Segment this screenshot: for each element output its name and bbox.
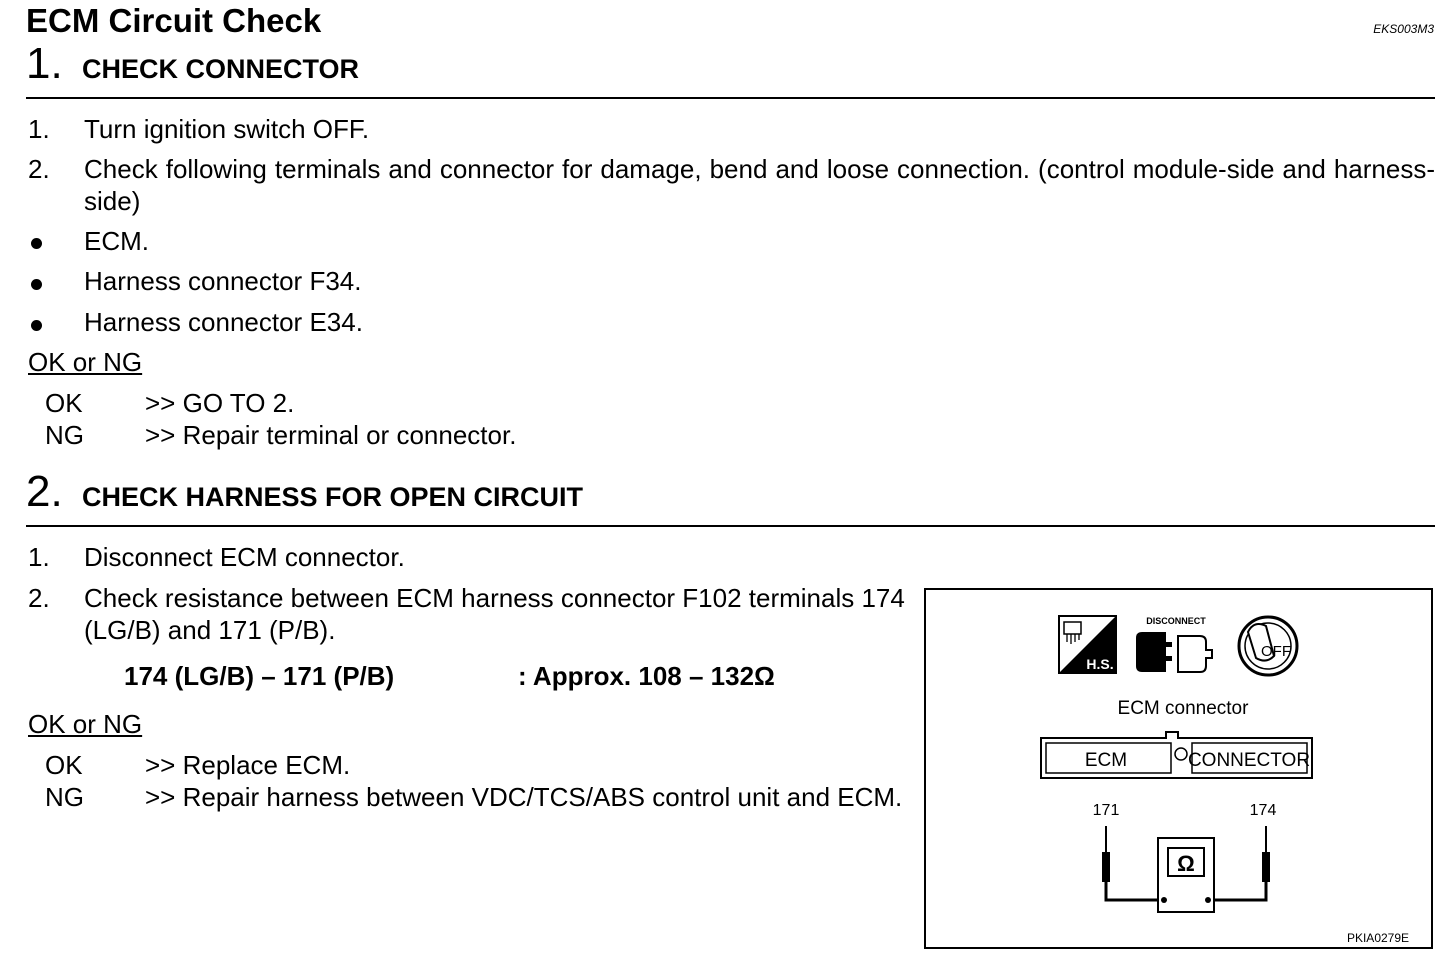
section-2-number: 2. <box>26 467 63 516</box>
spec-value: : Approx. 108 – 132Ω <box>518 661 775 691</box>
section-1-rule <box>26 97 1435 99</box>
step-number: 2. <box>28 154 50 184</box>
section-2-rule <box>26 525 1435 527</box>
probe-right <box>1210 826 1270 900</box>
document-code: EKS003M3 <box>1373 22 1434 36</box>
section-1-number: 1. <box>26 39 63 88</box>
bullet <box>31 238 42 249</box>
section-1-title: CHECK CONNECTOR <box>82 54 360 84</box>
section-2-title: CHECK HARNESS FOR OPEN CIRCUIT <box>82 482 584 512</box>
hs-icon <box>1059 616 1116 673</box>
ignition-off-icon <box>1239 617 1297 675</box>
section-1-ok-status: OK <box>45 388 83 418</box>
section-1-step-1: Turn ignition switch OFF. <box>84 114 370 144</box>
connector-left-label: ECM <box>1084 750 1128 771</box>
ohmmeter-icon <box>1158 838 1214 912</box>
probe-left <box>1102 826 1162 900</box>
terminal-right-label: 174 <box>1249 802 1277 819</box>
figure-code: PKIA0279E <box>1346 931 1410 945</box>
meter-symbol: Ω <box>1177 851 1195 876</box>
connector-right-label: CONNECTOR <box>1187 750 1311 771</box>
section-2-step-1: Disconnect ECM connector. <box>84 542 405 572</box>
section-2-ng-action: >> Repair harness between VDC/TCS/ABS control unit and ECM. <box>145 782 903 812</box>
disconnect-icon-label: DISCONNECT <box>1146 616 1206 626</box>
off-icon-label: OFF <box>1261 643 1291 660</box>
hs-icon-label: H.S. <box>1086 656 1114 672</box>
spec-terminals: 174 (LG/B) – 171 (P/B) <box>124 661 395 691</box>
section-1-ng-action: >> Repair terminal or connector. <box>145 420 517 450</box>
bullet <box>31 279 42 290</box>
section-2-ng-status: NG <box>45 782 84 812</box>
section-1-ok-ng-label: OK or NG <box>28 347 143 377</box>
section-2-ok-status: OK <box>45 750 83 780</box>
connector-caption: ECM connector <box>1117 698 1249 719</box>
section-1-bullet-2: Harness connector F34. <box>84 266 362 296</box>
step-number: 2. <box>28 583 50 613</box>
section-1-ng-status: NG <box>45 420 84 450</box>
disconnect-icon <box>1136 616 1212 672</box>
section-1-step-2: Check following terminals and connector for damage, bend and loose connection. (control module-side and harness-side) <box>84 154 1435 216</box>
ecm-connector-figure <box>924 588 1433 949</box>
ecm-connector <box>1041 732 1312 778</box>
terminal-left-label: 171 <box>1092 802 1120 819</box>
step-number: 1. <box>28 114 50 144</box>
section-1-bullet-3: Harness connector E34. <box>84 307 363 337</box>
section-1-bullet-1: ECM. <box>84 226 149 256</box>
page-title: ECM Circuit Check <box>26 2 322 39</box>
section-1-ok-action: >> GO TO 2. <box>145 388 295 418</box>
bullet <box>31 320 42 331</box>
step-number: 1. <box>28 542 50 572</box>
section-2-ok-ng-label: OK or NG <box>28 709 143 739</box>
section-2-ok-action: >> Replace ECM. <box>145 750 351 780</box>
section-2-step-2: Check resistance between ECM harness connector F102 terminals 174 (LG/B) and 171 (P/B). <box>84 583 905 645</box>
